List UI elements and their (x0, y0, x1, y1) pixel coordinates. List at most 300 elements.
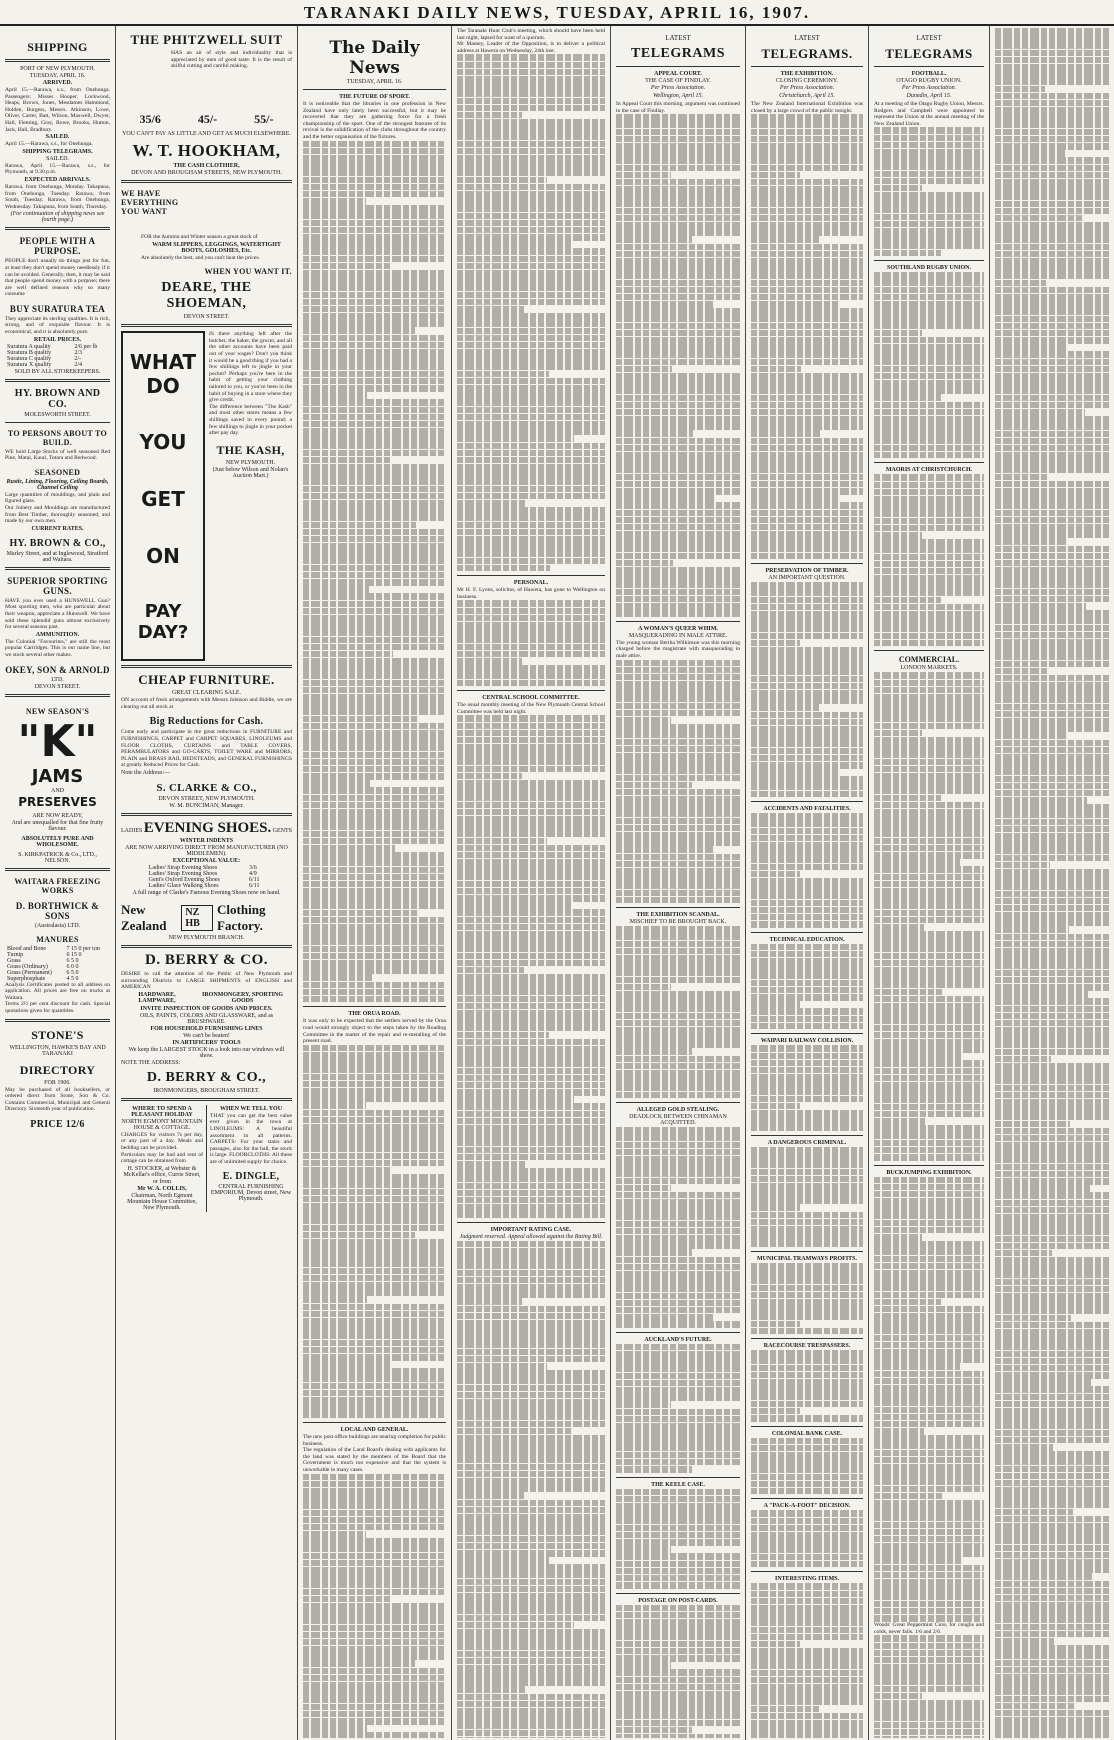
text-line (874, 539, 984, 546)
text-line (874, 974, 984, 981)
text-line (616, 337, 740, 344)
text-line (751, 864, 863, 871)
suratura-text: They appreciate its sterling qualities. It is rich, strong, and of exquisite flavour. It is economical, and it is absolutely pure. (5, 315, 110, 336)
text-line (995, 546, 1109, 553)
text-line (874, 1678, 984, 1685)
text-line (751, 1591, 863, 1598)
text-line (303, 881, 446, 888)
telegram-text-block (751, 1510, 863, 1567)
text-line (303, 522, 416, 529)
text-line (751, 1176, 863, 1183)
text-line (995, 869, 1109, 876)
unequalled: And are unequalled for that fine fruity flavour. (11, 819, 104, 832)
text-line (616, 1092, 740, 1099)
text-line (874, 1177, 984, 1184)
text-line (995, 466, 1109, 473)
text-line (457, 1737, 605, 1738)
text-line (751, 1016, 863, 1023)
text-line (303, 852, 446, 859)
text-line (874, 967, 984, 974)
table-row: Suratura X quality 2/4 (7, 361, 83, 368)
text-line (751, 502, 863, 509)
text-line (303, 500, 446, 507)
text-line (751, 1357, 863, 1364)
text-line (874, 1601, 984, 1608)
tel-text: Rarawa, April 15.—Rarawa, s.s., for Plymouth, at 9.30 p.m. (5, 162, 110, 176)
text-line (874, 1256, 984, 1263)
text-line (995, 1444, 1053, 1451)
text-line (874, 474, 984, 481)
text-line (616, 875, 740, 882)
text-line (995, 265, 1109, 272)
text-line (874, 510, 984, 517)
text-line (457, 478, 605, 485)
text-line (457, 1557, 549, 1564)
text-line (995, 1027, 1109, 1034)
text-line (616, 416, 740, 423)
text-line (751, 315, 863, 322)
text-line (874, 546, 984, 553)
text-line (995, 179, 1109, 186)
accidents-heading: ACCIDENTS AND FATALITIES. (763, 806, 851, 813)
when-text: THAT you can get the best value ever given in the town at LINOLEUMS: A beautiful assortment in all patterns. CARPETS: For your stairs and passages, also for the hall, the stock is large. FLOORCLOTHS: All these are of unlimited supply for choice. (210, 1112, 292, 1165)
text-line (995, 1049, 1109, 1056)
text-line (995, 1516, 1109, 1523)
text-line (303, 816, 446, 823)
text-line (303, 1368, 446, 1375)
text-line (751, 1372, 863, 1379)
rating-case-heading: IMPORTANT RATING CASE. (490, 1226, 572, 1233)
table-row: Grass (Ordinary) 6 0 0 (7, 963, 79, 970)
text-line (303, 1138, 446, 1145)
nz-logo: NZ HB (181, 905, 213, 931)
text-line (616, 948, 740, 955)
text-line (751, 1488, 863, 1495)
text-line (616, 703, 740, 710)
text-line (874, 402, 984, 409)
text-line (874, 315, 984, 322)
text-line (457, 629, 605, 636)
text-line (457, 1175, 605, 1182)
text-line (303, 1689, 446, 1696)
text-line (616, 301, 713, 308)
text-line (874, 795, 941, 802)
text-line (616, 409, 740, 416)
text-line (616, 193, 740, 200)
text-line (874, 192, 984, 199)
text-line (751, 265, 863, 272)
text-line (995, 344, 1066, 351)
text-line (616, 179, 740, 186)
text-line (995, 308, 1109, 315)
text-line (303, 442, 446, 449)
text-line (995, 776, 1109, 783)
text-line (457, 1385, 605, 1392)
text-line (751, 1598, 863, 1605)
text-line (995, 1236, 1109, 1243)
and-word: AND (51, 787, 64, 794)
text-line (457, 399, 605, 406)
text-line (995, 955, 1109, 962)
text-line (303, 1639, 446, 1646)
text-line (303, 967, 446, 974)
text-line (303, 457, 392, 464)
new-seasons: NEW SEASON'S (25, 706, 90, 716)
text-line (616, 157, 740, 164)
text-line (995, 1588, 1109, 1595)
text-line (303, 1275, 446, 1282)
port-heading: PORT OF NEW PLYMOUTH. (20, 66, 95, 72)
text-line (457, 1550, 605, 1557)
text-line (616, 402, 740, 409)
text-line (874, 845, 984, 852)
text-line (457, 76, 605, 83)
text-line (995, 1573, 1092, 1580)
text-line (995, 1056, 1051, 1063)
telegram-text-block (751, 813, 863, 927)
column-shipping (0, 28, 115, 1738)
text-line (457, 486, 605, 493)
text-line (874, 525, 984, 532)
text-line (995, 1034, 1109, 1041)
ironmongery: IRONMONGERY, SPORTING GOODS (201, 991, 284, 1004)
text-line (457, 363, 605, 370)
text-line (457, 1571, 605, 1578)
sailed-heading: SAILED. (45, 134, 70, 141)
text-line (995, 1293, 1109, 1300)
text-line (457, 313, 605, 320)
news-text-block (457, 715, 605, 1218)
queer-whim-text: The young woman Bertha Wilkinson was this morning charged before the magistrate with masquerading in male attire. (616, 639, 740, 659)
text-line (995, 1473, 1109, 1480)
text-line (303, 1596, 390, 1603)
text-line (616, 1034, 740, 1041)
text-line (995, 1106, 1109, 1113)
text-line (874, 380, 984, 387)
text-line (457, 385, 605, 392)
directory-text: May be purchased of all booksellers, or ordered direct from Stone, Son & Co. Contains Commercial, Municipal and General Directory. Sixteenth year of publication. (5, 1086, 110, 1113)
text-line (303, 299, 446, 306)
text-line (751, 157, 863, 164)
text-line (874, 787, 984, 794)
text-line (457, 859, 605, 866)
text-line (874, 503, 984, 510)
text-line (751, 1452, 863, 1459)
retail-price-table (5, 344, 110, 368)
text-line (616, 1221, 740, 1228)
text-line (616, 1056, 740, 1063)
text-line (995, 1164, 1109, 1171)
text-line (874, 1536, 984, 1543)
text-line (995, 1703, 1074, 1710)
text-line (874, 135, 984, 142)
text-line (457, 1270, 605, 1277)
text-line (995, 1501, 1109, 1508)
text-line (874, 1407, 984, 1414)
text-line (751, 1197, 863, 1204)
now-ready: ARE NOW READY, (32, 812, 83, 819)
text-line (874, 387, 984, 394)
molesworth: MOLESWORTH STREET. (24, 411, 91, 418)
text-line (457, 644, 605, 651)
text-line (457, 1068, 605, 1075)
clarke-range: A full range of Clarke's Famous Evening Shoes now on hand. (132, 889, 281, 896)
text-line (457, 1421, 605, 1428)
text-line (616, 1013, 740, 1020)
text-line (457, 1449, 605, 1456)
text-line (303, 162, 446, 169)
text-line (751, 1438, 863, 1445)
text-line (995, 1214, 1109, 1221)
text-line (751, 280, 863, 287)
text-line (874, 611, 984, 618)
arrived-heading: ARRIVED. (42, 80, 73, 86)
note-address2: NOTE THE ADDRESS: (121, 1059, 181, 1066)
text-line (457, 1291, 605, 1298)
text-line (874, 242, 984, 249)
text-line (616, 1206, 740, 1213)
editorial-text-block (303, 141, 446, 1003)
telegram-text-block (995, 28, 1109, 1738)
text-line (751, 165, 863, 172)
text-line (751, 1263, 863, 1270)
text-line (303, 1268, 446, 1275)
text-line (874, 1046, 984, 1053)
shoe-table (147, 865, 267, 889)
text-line (751, 582, 863, 589)
text-line (457, 522, 605, 529)
text-line (616, 933, 740, 940)
text-line (616, 495, 714, 502)
text-line (995, 193, 1109, 200)
text-line (995, 294, 1109, 301)
text-line (457, 1089, 605, 1096)
text-line (303, 1390, 446, 1397)
text-line (874, 1371, 984, 1378)
text-line (995, 136, 1109, 143)
news-text-block (457, 1241, 605, 1738)
text-line (616, 1178, 740, 1185)
text-line (751, 914, 863, 921)
text-line (616, 1027, 740, 1034)
text-line (303, 1246, 446, 1253)
text-line (457, 1349, 605, 1356)
text-line (874, 953, 984, 960)
text-line (751, 697, 863, 704)
text-line (303, 946, 446, 953)
text-line (616, 1409, 740, 1416)
text-line (303, 141, 446, 148)
text-line (874, 708, 984, 715)
text-line (616, 200, 740, 207)
table-row: Grass 6 5 0 (7, 957, 79, 964)
text-line (751, 366, 801, 373)
kash-text2: The difference between "The Kash" and most other stores means a few shillings saved in every pound; a few shillings to jingle in your pocket after pay day. (209, 403, 292, 437)
text-line (995, 1322, 1109, 1329)
text-line (995, 653, 1109, 660)
text-line (616, 1278, 740, 1285)
text-line (995, 359, 1109, 366)
text-line (303, 601, 446, 608)
where-spend: WHERE TO SPEND A PLEASANT HOLIDAY (131, 1105, 193, 1118)
text-line (457, 464, 605, 471)
nz-clothing-factory (121, 902, 292, 934)
exhibition-heading: THE EXHIBITION. (780, 71, 834, 77)
text-line (995, 1185, 1090, 1192)
text-line (874, 773, 984, 780)
text-line (303, 759, 446, 766)
text-line (751, 330, 863, 337)
text-line (874, 618, 984, 625)
text-line (995, 797, 1087, 804)
gold-sub: DEADLOCK BETWEEN CHINAMAN ACQUITTED. (629, 1114, 727, 1127)
text-line (616, 1619, 740, 1626)
per-press: Per Press Association. (779, 85, 835, 91)
text-line (874, 1104, 984, 1111)
text-line (751, 980, 863, 987)
text-line (874, 1075, 984, 1082)
text-line (457, 356, 605, 363)
waipari-heading: WAIPARI RAILWAY COLLISION. (760, 1038, 854, 1045)
text-line (457, 845, 605, 852)
table-row: Ladies' Strap Evening Shoes 4/9 (148, 870, 257, 877)
text-line (751, 1190, 863, 1197)
text-line (303, 342, 446, 349)
text-line (616, 1344, 740, 1351)
text-line (616, 731, 740, 738)
holiday-ad (121, 1105, 207, 1212)
text-line (616, 1698, 740, 1705)
text-line (303, 629, 446, 636)
text-line (457, 866, 605, 873)
text-line (303, 1375, 446, 1382)
text-line (616, 215, 740, 222)
text-line (995, 1451, 1109, 1458)
text-line (457, 1665, 605, 1672)
news-text-block (457, 54, 605, 571)
text-line (457, 1629, 605, 1636)
telegrams-heading: TELEGRAMS (885, 46, 973, 61)
text-line (616, 1285, 740, 1292)
text-line (457, 98, 605, 105)
telegram-text-block (874, 1177, 984, 1622)
column-news (452, 28, 610, 1738)
text-line (751, 878, 863, 885)
text-line (616, 430, 693, 437)
text-line (616, 481, 740, 488)
text-line (303, 716, 417, 723)
text-line (874, 1722, 984, 1729)
text-line (303, 464, 446, 471)
text-line (457, 600, 605, 607)
clearing-text: ON account of fresh arrangements with Messrs Johnson and Biddle, we are clearing out all stock at (121, 697, 292, 710)
text-line (303, 371, 446, 378)
text-line (995, 567, 1109, 574)
text-line (995, 129, 1109, 136)
text-line (303, 1174, 446, 1181)
text-line (616, 753, 740, 760)
text-line (751, 690, 863, 697)
telegram-text-block (751, 582, 863, 797)
text-line (995, 186, 1109, 193)
text-line (457, 1643, 605, 1650)
text-line (457, 220, 605, 227)
furnish-text: Come early and participate in the great reductions in FURNITURE and FURNISHINGS, CARPET and CARPET SQUARES, LINOLEUMS and FLOOR CLOTHS, CURTAINS and TABLE COVERS, PERAMBULATORS and GO-CARTS, TOILET WARE and MIRRORS, PLAIN and BRASS RAIL BEDSTEADS, and GENERAL FURNISHINGS at greatly Reduced Prices for Cash. (121, 729, 292, 769)
text-line (874, 482, 984, 489)
text-line (751, 1691, 863, 1698)
text-line (751, 402, 863, 409)
text-line (874, 287, 984, 294)
text-line (874, 142, 984, 149)
text-line (874, 330, 922, 337)
text-line (616, 150, 740, 157)
what-do: WHAT DO (129, 349, 197, 398)
text-line (303, 795, 446, 802)
text-line (616, 1149, 740, 1156)
text-line (303, 737, 446, 744)
deare-address: DEVON STREET. (183, 314, 230, 321)
text-line (874, 206, 984, 213)
text-line (303, 1289, 446, 1296)
text-line (457, 1406, 605, 1413)
text-line (874, 1292, 984, 1299)
text-line (616, 1199, 740, 1206)
text-line (616, 1394, 740, 1401)
text-line (874, 1335, 984, 1342)
text-line (303, 773, 446, 780)
text-line (995, 423, 1109, 430)
text-line (874, 1184, 984, 1191)
text-line (303, 1732, 446, 1738)
text-line (616, 897, 740, 904)
text-line (874, 1650, 984, 1657)
text-line (457, 335, 605, 342)
text-line (303, 1711, 446, 1718)
text-line (616, 373, 740, 380)
text-line (874, 178, 984, 185)
text-line (874, 1147, 984, 1154)
commercial-heading: COMMERCIAL. (898, 655, 960, 665)
note-address: Note the Address:— (121, 769, 170, 776)
text-line (751, 921, 863, 928)
text-line (303, 486, 446, 493)
telegram-text-block (616, 926, 740, 1098)
text-line (616, 1365, 740, 1372)
text-line (751, 1518, 863, 1525)
text-line (457, 263, 605, 270)
text-line (303, 263, 390, 270)
text-line (457, 816, 605, 823)
text-line (616, 423, 740, 430)
text-line (751, 726, 863, 733)
text-line (995, 1530, 1109, 1537)
directory-heading: DIRECTORY (19, 1062, 96, 1077)
text-line (303, 1181, 446, 1188)
text-line (751, 1321, 800, 1328)
text-line (616, 315, 740, 322)
text-line (751, 1067, 863, 1074)
text-line (995, 1149, 1109, 1156)
text-line (751, 244, 863, 251)
kash-ad (121, 331, 292, 661)
text-line (751, 1169, 863, 1176)
text-line (874, 625, 984, 632)
text-line (874, 1082, 984, 1089)
text-line (995, 704, 1109, 711)
text-line (303, 1553, 446, 1560)
text-line (303, 1081, 446, 1088)
technical-heading: TECHNICAL EDUCATION. (769, 936, 845, 943)
